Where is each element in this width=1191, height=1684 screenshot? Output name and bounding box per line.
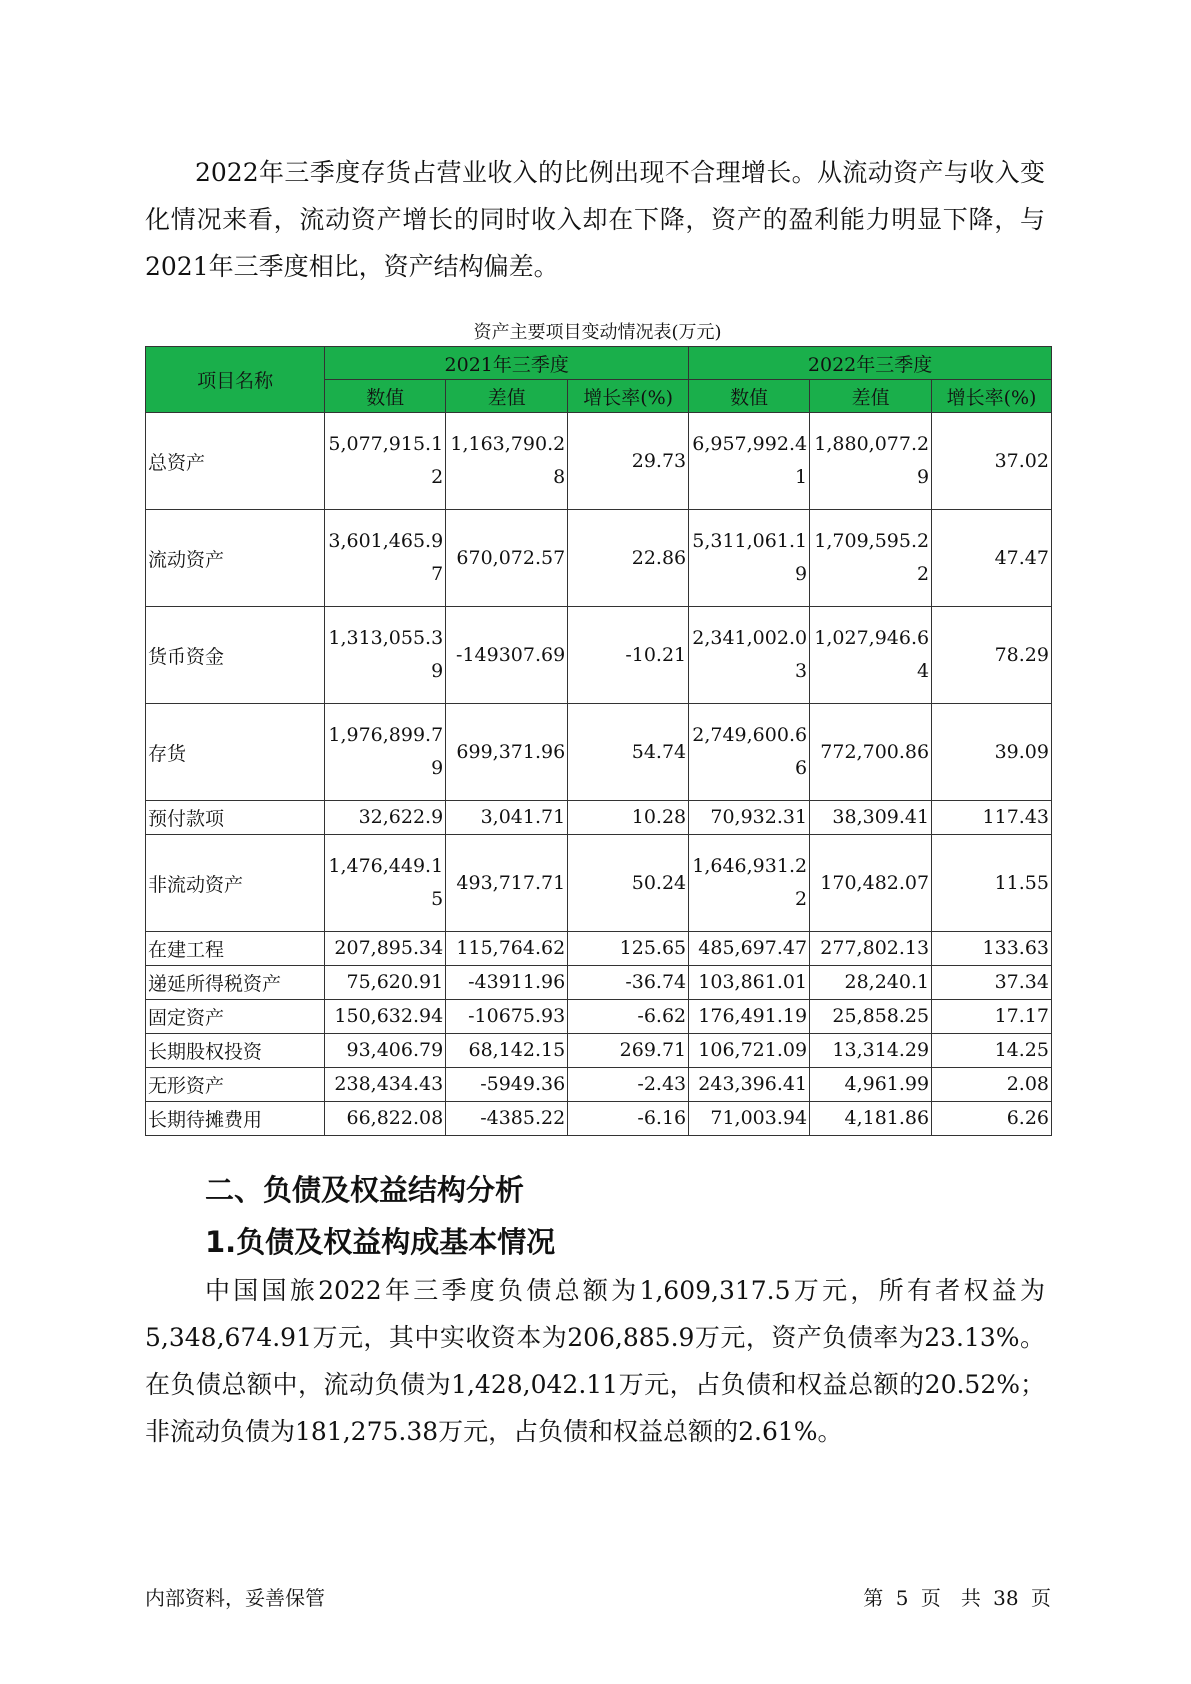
cell-d2: 170,482.07: [810, 835, 932, 932]
asset-table: [145, 346, 1052, 1136]
col-header-item: 项目名称: [146, 347, 325, 413]
section-heading: 二、负债及权益结构分析: [205, 1173, 525, 1207]
cell-d2: 25,858.25: [810, 1000, 932, 1034]
cell-d2: 4,961.99: [810, 1068, 932, 1102]
cell-r2: 17.17: [932, 1000, 1052, 1034]
cell-d1: 3,041.71: [446, 801, 568, 835]
table-row: [146, 932, 1052, 966]
cell-r2: 39.09: [932, 704, 1052, 801]
table-row: [146, 835, 1052, 932]
table-row: [146, 801, 1052, 835]
cell-r2: 11.55: [932, 835, 1052, 932]
cell-d1: 115,764.62: [446, 932, 568, 966]
table-row: [146, 1102, 1052, 1136]
cell-v2: 485,697.47: [689, 932, 810, 966]
cell-v2: 71,003.94: [689, 1102, 810, 1136]
table-row: [146, 966, 1052, 1000]
col-header-2022: 2022年三季度: [689, 347, 1052, 380]
row-name: 流动资产: [146, 510, 325, 607]
cell-d1: -149307.69: [446, 607, 568, 704]
cell-d1: 670,072.57: [446, 510, 568, 607]
cell-r1: 269.71: [568, 1034, 689, 1068]
col-header-2021: 2021年三季度: [325, 347, 689, 380]
cell-r1: 125.65: [568, 932, 689, 966]
cell-r1: -6.62: [568, 1000, 689, 1034]
row-name: 递延所得税资产: [146, 966, 325, 1000]
intro-paragraph: 2022年三季度存货占营业收入的比例出现不合理增长。从流动资产与收入变化情况来看，流动资产增长的同时收入却在下降，资产的盈利能力明显下降，与2021年三季度相比，资产结构偏差。: [145, 158, 1045, 281]
table-row: [146, 607, 1052, 704]
cell-v1: 93,406.79: [325, 1034, 446, 1068]
cell-v1: 150,632.94: [325, 1000, 446, 1034]
cell-r2: 14.25: [932, 1034, 1052, 1068]
row-name: 在建工程: [146, 932, 325, 966]
row-name: 无形资产: [146, 1068, 325, 1102]
cell-d1: -10675.93: [446, 1000, 568, 1034]
cell-r1: -2.43: [568, 1068, 689, 1102]
cell-r2: 2.08: [932, 1068, 1052, 1102]
row-name: 长期股权投资: [146, 1034, 325, 1068]
cell-r1: -10.21: [568, 607, 689, 704]
cell-v2: 2,749,600.66: [689, 704, 810, 801]
table-header-row: [146, 347, 1052, 380]
cell-r2: 117.43: [932, 801, 1052, 835]
cell-d1: -4385.22: [446, 1102, 568, 1136]
cell-d1: 68,142.15: [446, 1034, 568, 1068]
table-row: [146, 704, 1052, 801]
cell-v1: 32,622.9: [325, 801, 446, 835]
cell-v2: 6,957,992.41: [689, 413, 810, 510]
cell-v2: 106,721.09: [689, 1034, 810, 1068]
cell-d2: 38,309.41: [810, 801, 932, 835]
subheader-diff-2022: 差值: [810, 380, 932, 413]
cell-r1: -6.16: [568, 1102, 689, 1136]
row-name: 长期待摊费用: [146, 1102, 325, 1136]
row-name: 非流动资产: [146, 835, 325, 932]
cell-v1: 1,313,055.39: [325, 607, 446, 704]
cell-d1: -5949.36: [446, 1068, 568, 1102]
cell-d2: 28,240.1: [810, 966, 932, 1000]
cell-d2: 277,802.13: [810, 932, 932, 966]
cell-d2: 1,880,077.29: [810, 413, 932, 510]
cell-r2: 47.47: [932, 510, 1052, 607]
cell-d2: 772,700.86: [810, 704, 932, 801]
cell-v1: 66,822.08: [325, 1102, 446, 1136]
cell-v1: 3,601,465.97: [325, 510, 446, 607]
cell-r1: -36.74: [568, 966, 689, 1000]
table-row: [146, 1034, 1052, 1068]
row-name: 预付款项: [146, 801, 325, 835]
cell-d2: 1,027,946.64: [810, 607, 932, 704]
cell-d1: 493,717.71: [446, 835, 568, 932]
cell-v1: 1,976,899.79: [325, 704, 446, 801]
cell-v1: 207,895.34: [325, 932, 446, 966]
cell-d1: 1,163,790.28: [446, 413, 568, 510]
cell-v2: 70,932.31: [689, 801, 810, 835]
cell-v2: 103,861.01: [689, 966, 810, 1000]
cell-d2: 4,181.86: [810, 1102, 932, 1136]
cell-r2: 37.02: [932, 413, 1052, 510]
subheader-rate-2021: 增长率(%): [568, 380, 689, 413]
subheader-value-2021: 数值: [325, 380, 446, 413]
table-row: [146, 1000, 1052, 1034]
cell-v2: 2,341,002.03: [689, 607, 810, 704]
row-name: 固定资产: [146, 1000, 325, 1034]
row-name: 存货: [146, 704, 325, 801]
cell-r2: 37.34: [932, 966, 1052, 1000]
cell-v2: 5,311,061.19: [689, 510, 810, 607]
table-row: [146, 413, 1052, 510]
table-row: [146, 510, 1052, 607]
cell-v2: 1,646,931.22: [689, 835, 810, 932]
subheader-rate-2022: 增长率(%): [932, 380, 1052, 413]
table-caption: 资产主要项目变动情况表(万元): [473, 322, 722, 343]
subsection-heading: 1.负债及权益构成基本情况: [205, 1225, 556, 1259]
cell-r2: 133.63: [932, 932, 1052, 966]
cell-v1: 1,476,449.15: [325, 835, 446, 932]
cell-r1: 54.74: [568, 704, 689, 801]
page-number: 第 5 页 共 38 页: [863, 1586, 1051, 1610]
subheader-diff-2021: 差值: [446, 380, 568, 413]
cell-v2: 176,491.19: [689, 1000, 810, 1034]
footer-note: 内部资料，妥善保管: [145, 1586, 325, 1610]
cell-r1: 50.24: [568, 835, 689, 932]
cell-v1: 75,620.91: [325, 966, 446, 1000]
subheader-value-2022: 数值: [689, 380, 810, 413]
cell-v2: 243,396.41: [689, 1068, 810, 1102]
row-name: 货币资金: [146, 607, 325, 704]
body-paragraph: 中国国旅2022年三季度负债总额为1,609,317.5万元，所有者权益为5,348,674.91万元，其中实收资本为206,885.9万元，资产负债率为23.13%。在负债总额中，流动负债为1,428,042.11万元，占负债和权益总额的20.52%；非流动负债为181,275.38万元，占负债和权益总额的2.61%。: [145, 1276, 1045, 1446]
cell-d1: -43911.96: [446, 966, 568, 1000]
cell-r1: 22.86: [568, 510, 689, 607]
cell-r2: 78.29: [932, 607, 1052, 704]
cell-d2: 13,314.29: [810, 1034, 932, 1068]
row-name: 总资产: [146, 413, 325, 510]
cell-v1: 238,434.43: [325, 1068, 446, 1102]
cell-r1: 29.73: [568, 413, 689, 510]
cell-v1: 5,077,915.12: [325, 413, 446, 510]
cell-d1: 699,371.96: [446, 704, 568, 801]
cell-r1: 10.28: [568, 801, 689, 835]
cell-d2: 1,709,595.22: [810, 510, 932, 607]
cell-r2: 6.26: [932, 1102, 1052, 1136]
table-row: [146, 1068, 1052, 1102]
